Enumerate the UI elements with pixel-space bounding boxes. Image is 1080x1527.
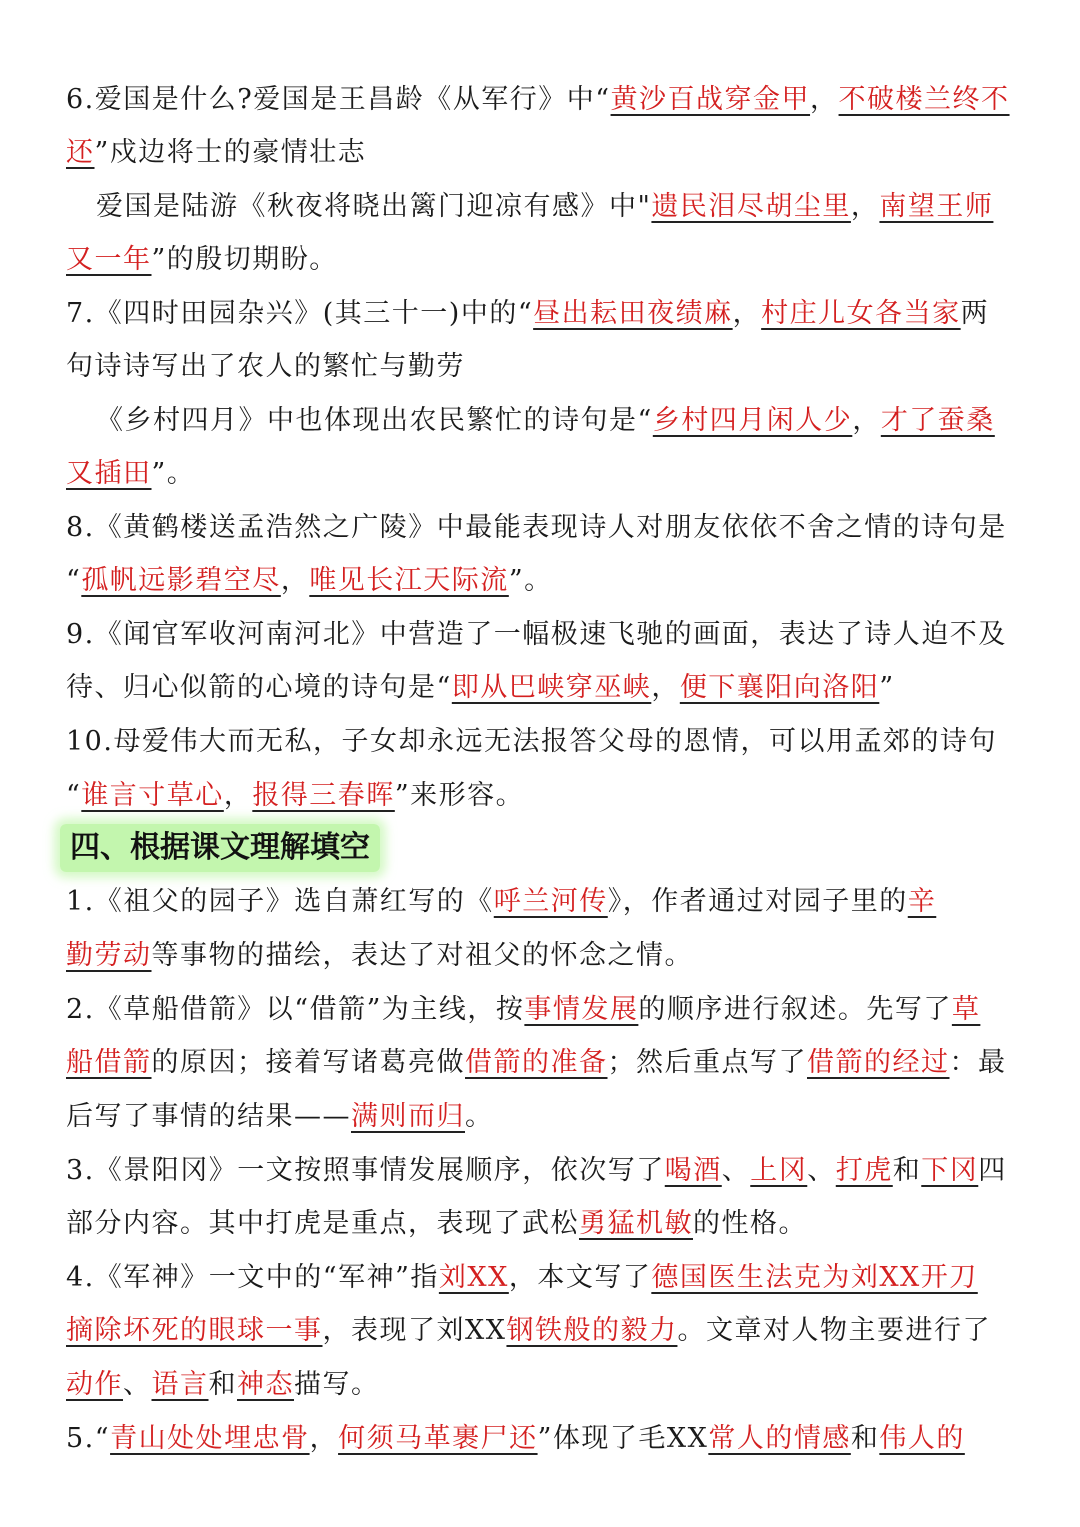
- text-line: [66, 80, 1016, 120]
- text-segment: 描写。: [294, 1369, 380, 1400]
- text-line: [66, 1097, 1016, 1137]
- text-segment: 6.爱国是什么?爱国是王昌龄《从军行》中“: [66, 84, 611, 115]
- text-line: [66, 1258, 1016, 1298]
- text-segment: “: [66, 780, 82, 811]
- text-segment: “: [66, 565, 82, 596]
- text-line: [66, 776, 1016, 816]
- text-segment: ”体现了毛XX: [537, 1423, 709, 1454]
- answer-blank: 摘除坏死的眼球一事: [66, 1315, 323, 1346]
- text-segment: 、: [807, 1155, 836, 1186]
- text-segment: 和: [892, 1155, 922, 1186]
- text-segment: 后写了事情的结果——: [66, 1101, 351, 1132]
- answer-blank: 报得三春晖: [252, 780, 395, 811]
- text-segment: 部分内容。其中打虎是重点，表现了武松: [66, 1208, 579, 1239]
- text-line: [66, 722, 1016, 762]
- text-line: [66, 1419, 1016, 1459]
- text-segment: ，: [309, 1423, 339, 1454]
- answer-blank: 辛: [907, 886, 937, 917]
- text-line: [66, 508, 1016, 548]
- answer-blank: 何须马革裹尸还: [338, 1423, 538, 1454]
- answer-blank: 谁言寸草心: [81, 780, 224, 811]
- text-segment: 、: [721, 1155, 751, 1186]
- text-segment: 10.母爱伟大而无私，子女却永远无法报答父母的恩情，可以用孟郊的诗句: [66, 726, 997, 757]
- text-line: [66, 1151, 1016, 1191]
- answer-blank: 刘XX: [438, 1262, 509, 1293]
- text-segment: 和: [208, 1369, 237, 1400]
- answer-blank: 即从巴峡穿巫峡: [451, 672, 652, 703]
- answer-blank: 勇猛机敏: [579, 1208, 693, 1239]
- text-line: [66, 668, 1016, 708]
- text-segment: ：最: [949, 1047, 1007, 1078]
- text-segment: 《乡村四月》中也体现出农民繁忙的诗句是“: [96, 405, 653, 436]
- answer-blank: 动作: [66, 1369, 123, 1400]
- answer-blank: 神态: [237, 1369, 294, 1400]
- answer-blank: 借箭的准备: [465, 1047, 608, 1078]
- answer-blank: 德国医生法克为刘XX开刀: [651, 1262, 978, 1293]
- text-segment: 的顺序进行叙述。先写了: [638, 994, 952, 1025]
- text-line: [66, 454, 1016, 494]
- text-segment: ”戍边将士的豪情壮志: [94, 137, 367, 168]
- answer-blank: 船借箭: [66, 1047, 152, 1078]
- answer-blank: 村庄儿女各当家: [761, 298, 961, 329]
- answer-blank: 打虎: [835, 1155, 893, 1186]
- answer-blank: 昼出耘田夜绩麻: [533, 298, 733, 329]
- answer-blank: 不破楼兰终不: [838, 84, 1010, 115]
- text-segment: 两: [960, 298, 990, 329]
- answer-blank: 语言: [151, 1369, 209, 1400]
- text-segment: ；然后重点写了: [607, 1047, 807, 1078]
- text-segment: 5.“: [66, 1423, 111, 1454]
- answer-blank: 上冈: [750, 1155, 808, 1186]
- text-segment: ，: [732, 298, 762, 329]
- text-segment: 的性格。: [693, 1208, 807, 1239]
- answer-blank: 遗民泪尽胡尘里: [651, 191, 851, 222]
- answer-blank: 又插田: [66, 458, 152, 489]
- text-segment: ”来形容。: [394, 780, 525, 811]
- answer-blank: 青山处处埋忠骨: [110, 1423, 310, 1454]
- text-segment: 和: [850, 1423, 880, 1454]
- text-segment: ，: [651, 672, 680, 703]
- text-segment: 待、归心似箭的心境的诗句是“: [66, 672, 452, 703]
- text-line: [66, 615, 1016, 655]
- answer-blank: 喝酒: [664, 1155, 722, 1186]
- text-line: [66, 1311, 1016, 1351]
- text-segment: 2.《草船借箭》以“借箭”为主线，按: [66, 994, 525, 1025]
- answer-blank: 事情发展: [524, 994, 639, 1025]
- text-segment: 。文章对人物主要进行了: [677, 1315, 991, 1346]
- answer-blank: 还: [66, 137, 95, 168]
- text-line: [66, 347, 1016, 387]
- text-line: [66, 240, 1016, 280]
- text-line: [66, 936, 1016, 976]
- answer-blank: 下冈: [921, 1155, 979, 1186]
- text-line: [66, 561, 1016, 601]
- text-segment: 。: [465, 1101, 494, 1132]
- answer-blank: 借箭的经过: [807, 1047, 950, 1078]
- answer-blank: 南望王师: [879, 191, 994, 222]
- text-segment: ”的殷切期盼。: [151, 244, 338, 275]
- text-line: [66, 990, 1016, 1030]
- answer-blank: 勤劳动: [66, 940, 152, 971]
- text-segment: ，: [810, 84, 839, 115]
- text-segment: 等事物的描绘，表达了对祖父的怀念之情。: [151, 940, 693, 971]
- text-segment: ，: [852, 405, 881, 436]
- text-segment: 8.《黄鹤楼送孟浩然之广陵》中最能表现诗人对朋友依依不舍之情的诗句是: [66, 512, 1007, 543]
- text-segment: ，表现了刘XX: [322, 1315, 507, 1346]
- answer-blank: 伟人的: [879, 1423, 965, 1454]
- text-segment: 7.《四时田园杂兴》(其三十一)中的“: [66, 298, 534, 329]
- text-line: [66, 1043, 1016, 1083]
- text-segment: 9.《闻官军收河南河北》中营造了一幅极速飞驰的画面，表达了诗人迫不及: [66, 619, 1007, 650]
- text-segment: 3.《景阳冈》一文按照事情发展顺序，依次写了: [66, 1155, 665, 1186]
- text-segment: 句诗诗写出了农人的繁忙与勤劳: [66, 351, 465, 382]
- text-line: [96, 187, 1016, 227]
- answer-blank: 便下襄阳向洛阳: [679, 672, 880, 703]
- text-segment: ，: [280, 565, 310, 596]
- section-heading: 四、根据课文理解填空: [60, 824, 380, 872]
- text-segment: ”。: [151, 458, 196, 489]
- text-segment: 四: [978, 1155, 1007, 1186]
- answer-blank: 孤帆远影碧空尽: [81, 565, 281, 596]
- text-segment: 爱国是陆游《秋夜将晓出篱门迎凉有感》中": [96, 191, 652, 222]
- answer-blank: 黄沙百战穿金甲: [610, 84, 811, 115]
- answer-blank: 常人的情感: [708, 1423, 851, 1454]
- text-line: [96, 401, 1016, 441]
- text-line: [66, 133, 1016, 173]
- answer-blank: 满则而归: [351, 1101, 465, 1132]
- text-segment: 、: [123, 1369, 152, 1400]
- text-segment: ，: [223, 780, 253, 811]
- text-segment: 1.《祖父的园子》选自萧红写的《: [66, 886, 494, 917]
- text-segment: ，本文写了: [508, 1262, 652, 1293]
- text-segment: ，: [850, 191, 880, 222]
- text-segment: ”: [879, 672, 895, 703]
- answer-blank: 又一年: [66, 244, 152, 275]
- answer-blank: 钢铁般的毅力: [506, 1315, 678, 1346]
- answer-blank: 呼兰河传: [493, 886, 608, 917]
- text-line: [66, 882, 1016, 922]
- text-line: [66, 294, 1016, 334]
- answer-blank: 乡村四月闲人少: [652, 405, 853, 436]
- answer-blank: 草: [951, 994, 981, 1025]
- text-segment: 4.《军神》一文中的“军神”指: [66, 1262, 439, 1293]
- text-line: [66, 1204, 1016, 1244]
- answer-blank: 才了蚕桑: [880, 405, 995, 436]
- answer-blank: 唯见长江天际流: [309, 565, 509, 596]
- text-line: [66, 1365, 1016, 1405]
- text-segment: ”。: [508, 565, 553, 596]
- text-segment: 的原因；接着写诸葛亮做: [151, 1047, 465, 1078]
- text-segment: 》，作者通过对园子里的: [607, 886, 908, 917]
